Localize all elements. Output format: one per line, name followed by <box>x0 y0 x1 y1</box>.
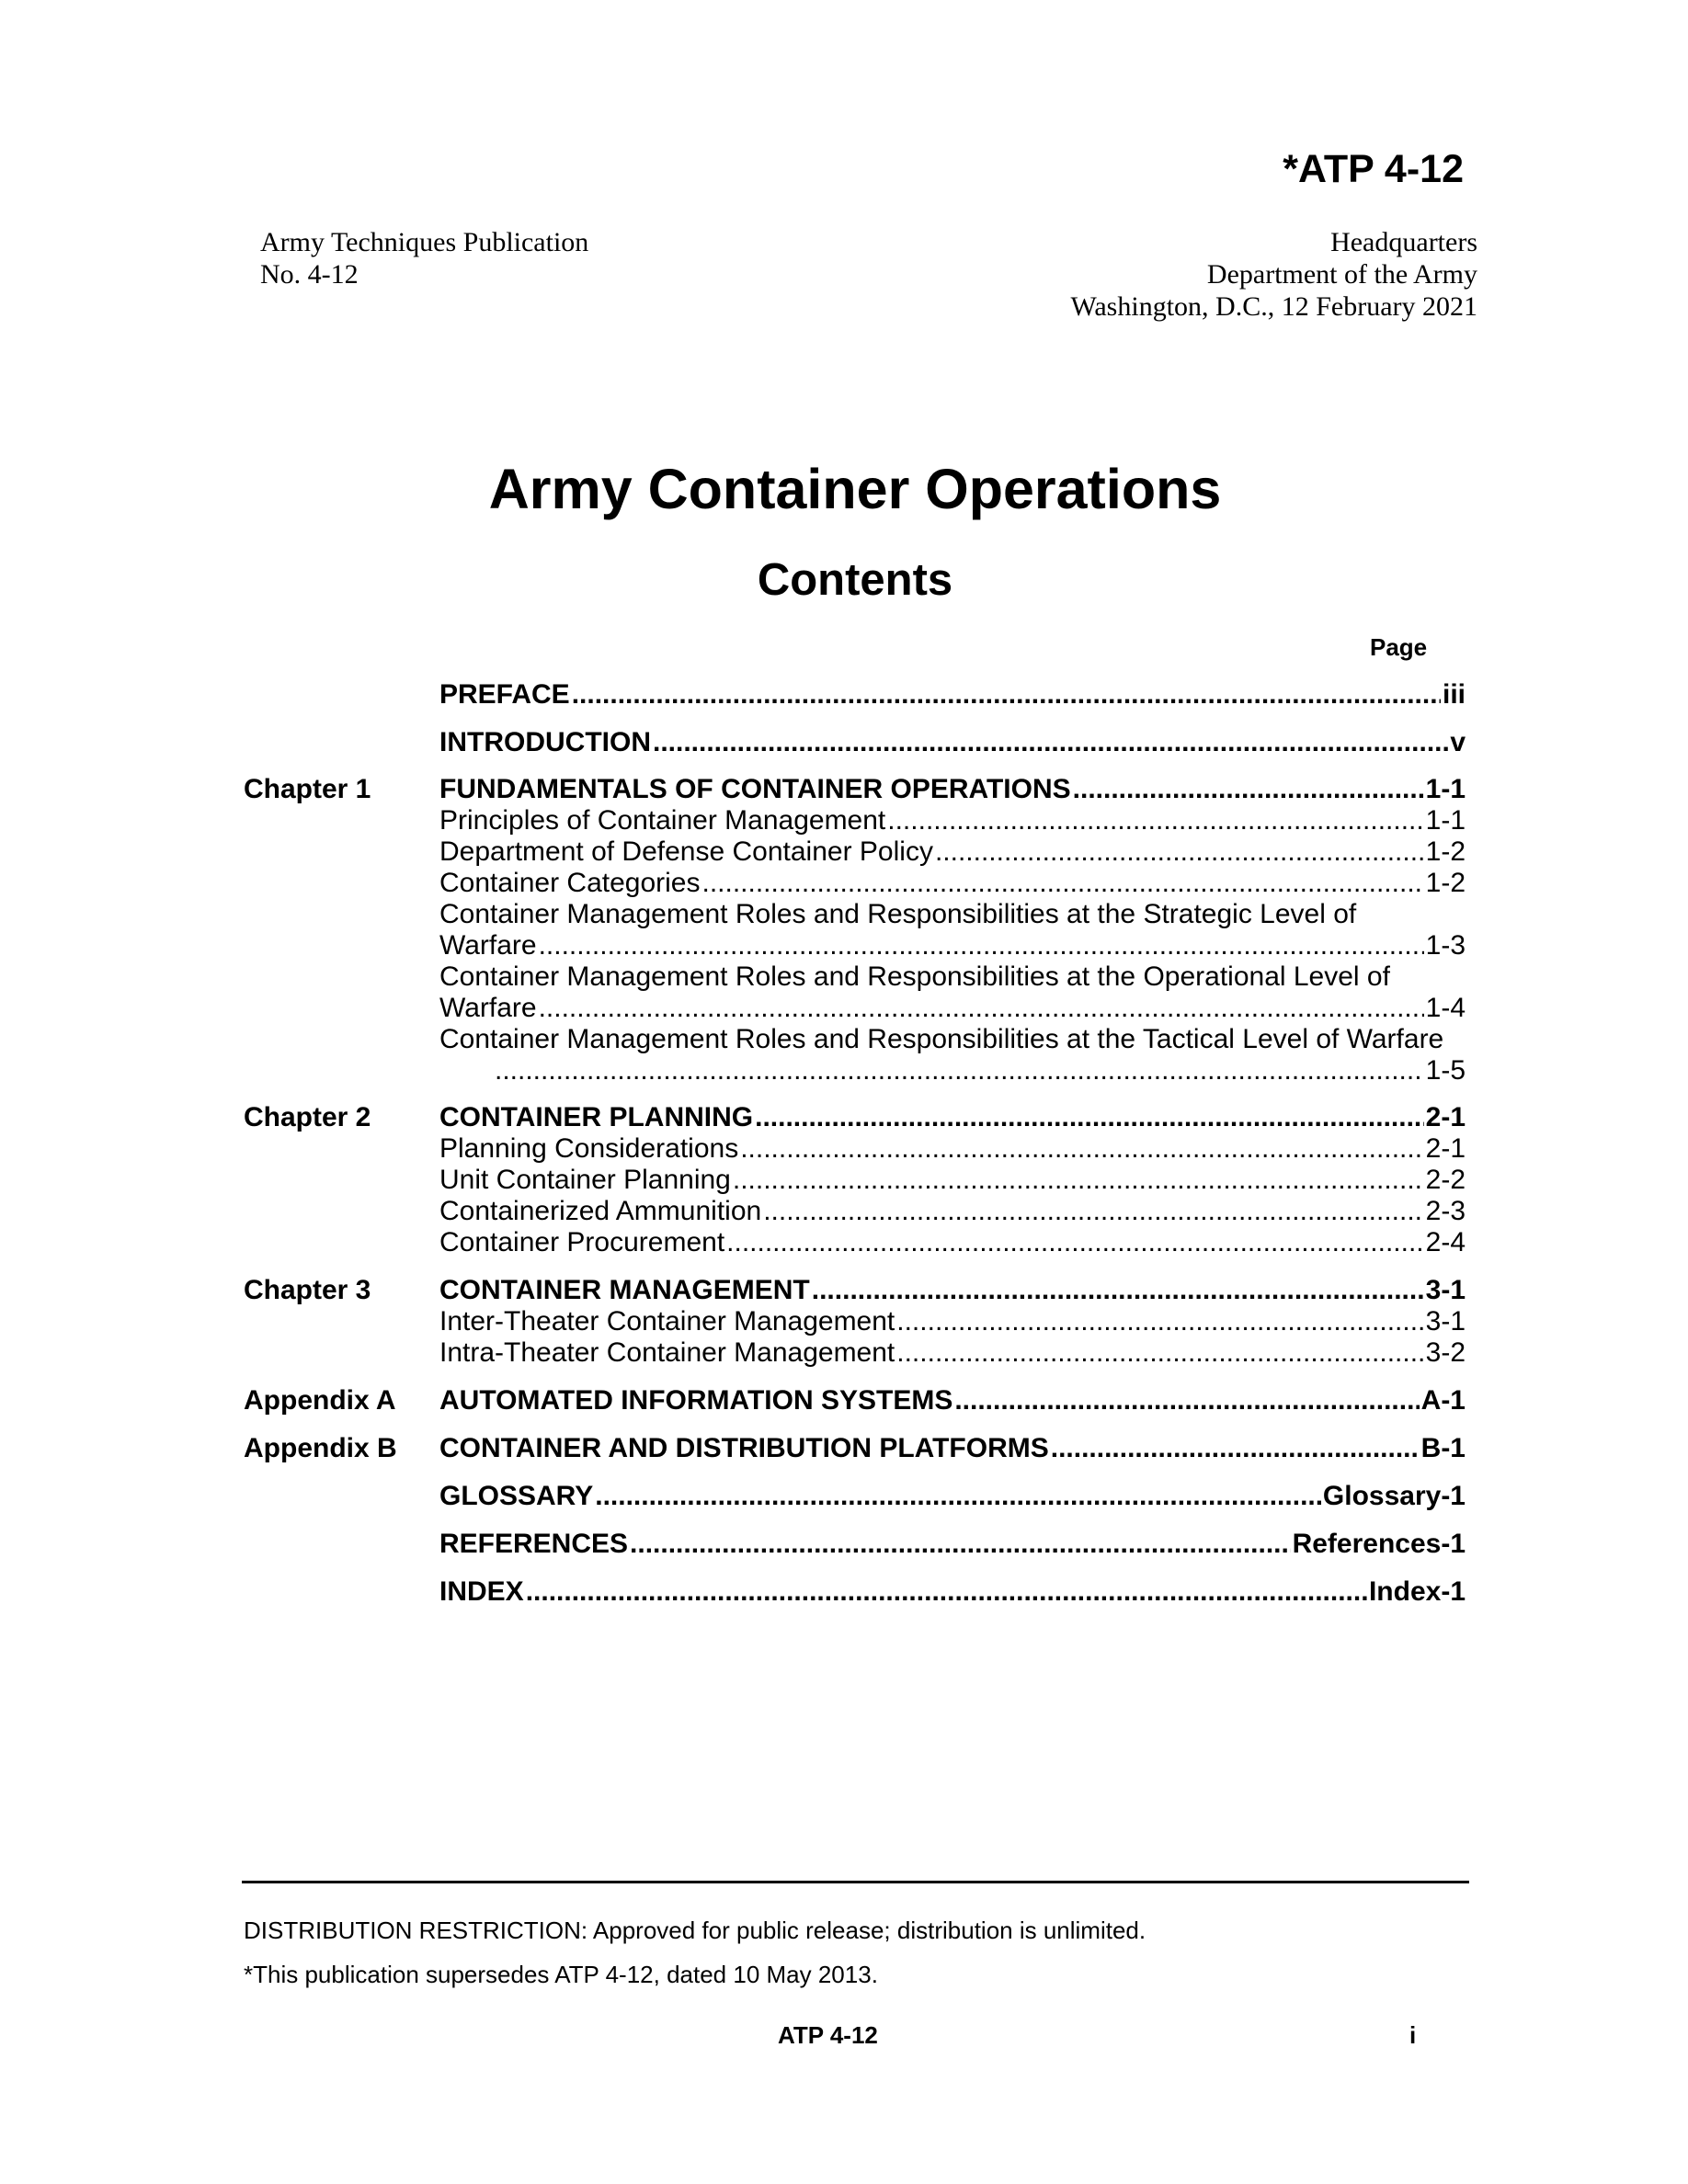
toc-entry-references[interactable] <box>439 1529 1466 1560</box>
toc-entry-section[interactable] <box>439 1165 1466 1196</box>
toc-entry-preface[interactable] <box>439 679 1466 711</box>
dot-leader <box>495 1055 1424 1086</box>
toc-entry-page: 1-4 <box>1425 993 1466 1023</box>
toc-entry-title: AUTOMATED INFORMATION SYSTEMS <box>439 1385 953 1416</box>
dot-leader <box>954 1385 1419 1416</box>
dot-leader <box>812 1275 1424 1306</box>
toc-entry-title: CONTAINER AND DISTRIBUTION PLATFORMS <box>439 1433 1049 1463</box>
dot-leader <box>572 679 1441 711</box>
toc-entry-section-line[interactable]: Container Management Roles and Responsibilities at the Operational Level of <box>439 961 1390 992</box>
toc-entry-section[interactable] <box>439 1133 1466 1165</box>
toc-entry-page: 2-1 <box>1425 1133 1466 1164</box>
dot-leader <box>896 1306 1423 1337</box>
toc-entry-section[interactable] <box>493 1055 1466 1086</box>
toc-entry-title: Warfare <box>439 993 537 1023</box>
toc-entry-section[interactable] <box>439 836 1466 868</box>
toc-entry-section[interactable] <box>439 1306 1466 1337</box>
toc-entry-page: 2-1 <box>1425 1102 1466 1132</box>
chapter-label: Chapter 2 <box>244 1102 371 1132</box>
toc-entry-title: Container Categories <box>439 868 701 898</box>
dot-leader <box>702 868 1424 899</box>
dot-leader <box>726 1227 1423 1258</box>
toc-entry-title: Inter-Theater Container Management <box>439 1306 895 1337</box>
toc-entry-section[interactable] <box>439 993 1466 1024</box>
toc-entry-page: 2-2 <box>1425 1165 1466 1195</box>
toc-entry-page: 1-1 <box>1425 805 1466 836</box>
headquarters-label: Headquarters <box>1330 227 1477 257</box>
page-column-label: Page <box>1370 633 1428 661</box>
toc-entry-introduction[interactable] <box>439 727 1466 758</box>
chapter-label: Chapter 3 <box>244 1275 371 1305</box>
location-date: Washington, D.C., 12 February 2021 <box>1070 291 1477 322</box>
footer-publication: ATP 4-12 <box>778 2021 878 2049</box>
dot-leader <box>755 1102 1424 1133</box>
dot-leader <box>935 836 1424 868</box>
chapter-label: Chapter 1 <box>244 774 371 804</box>
toc-entry-section-line[interactable]: Container Management Roles and Responsibilities at the Tactical Level of Warfare <box>439 1024 1444 1054</box>
toc-entry-page: References-1 <box>1292 1529 1466 1559</box>
appendix-label: Appendix A <box>244 1385 396 1416</box>
toc-entry-title: Unit Container Planning <box>439 1165 731 1195</box>
department-label: Department of the Army <box>1206 259 1477 290</box>
toc-entry-page: Index-1 <box>1368 1576 1466 1607</box>
footer-page-number: i <box>1409 2021 1417 2049</box>
toc-entry-page: Glossary-1 <box>1322 1481 1466 1511</box>
toc-entry-page: 1-3 <box>1425 930 1466 961</box>
toc-entry-section-line[interactable]: Container Management Roles and Responsibilities at the Strategic Level of <box>439 899 1357 929</box>
toc-entry-page: B-1 <box>1420 1433 1466 1463</box>
toc-entry-title: CONTAINER PLANNING <box>439 1102 754 1132</box>
appendix-label: Appendix B <box>244 1433 397 1463</box>
toc-entry-section[interactable] <box>439 805 1466 836</box>
toc-entry-appendix-b[interactable] <box>439 1433 1466 1464</box>
publication-no: No. 4-12 <box>260 259 359 290</box>
dot-leader <box>539 930 1424 961</box>
toc-entry-page: 3-1 <box>1425 1306 1466 1337</box>
dot-leader <box>630 1529 1291 1560</box>
toc-entry-page: 1-1 <box>1425 774 1466 804</box>
toc-entry-title: Containerized Ammunition <box>439 1196 762 1226</box>
dot-leader <box>1051 1433 1420 1464</box>
toc-entry-title: INTRODUCTION <box>439 727 651 757</box>
toc-entry-section[interactable] <box>439 1227 1466 1258</box>
dot-leader <box>887 805 1423 836</box>
supersedes-note: *This publication supersedes ATP 4-12, dated 10 May 2013. <box>244 1961 878 1988</box>
dot-leader <box>763 1196 1423 1227</box>
toc-entry-page: 1-2 <box>1425 868 1466 898</box>
toc-entry-section[interactable] <box>439 930 1466 961</box>
footer-divider <box>242 1881 1469 1883</box>
toc-entry-title: CONTAINER MANAGEMENT <box>439 1275 810 1305</box>
toc-entry-title: Intra-Theater Container Management <box>439 1337 895 1368</box>
toc-entry-title: Warfare <box>439 930 537 961</box>
toc-entry-page: A-1 <box>1420 1385 1466 1416</box>
toc-entry-title: Principles of Container Management <box>439 805 886 836</box>
dot-leader <box>740 1133 1423 1165</box>
distribution-restriction: DISTRIBUTION RESTRICTION: Approved for public release; distribution is unlimited. <box>244 1917 1146 1944</box>
toc-entry-glossary[interactable] <box>439 1481 1466 1512</box>
toc-entry-title: FUNDAMENTALS OF CONTAINER OPERATIONS <box>439 774 1071 804</box>
toc-entry-chapter-2[interactable] <box>439 1102 1466 1133</box>
dot-leader <box>526 1576 1367 1608</box>
toc-entry-page: 1-2 <box>1425 836 1466 867</box>
dot-leader <box>733 1165 1424 1196</box>
publication-type: Army Techniques Publication <box>260 227 589 257</box>
document-title: Army Container Operations <box>488 458 1222 520</box>
dot-leader <box>896 1337 1423 1369</box>
dot-leader <box>595 1481 1321 1512</box>
toc-entry-page: 2-4 <box>1425 1227 1466 1257</box>
publication-number: *ATP 4-12 <box>1283 147 1464 191</box>
toc-entry-page: v <box>1450 727 1466 757</box>
toc-entry-page: iii <box>1442 679 1466 710</box>
contents-heading: Contents <box>757 555 953 605</box>
dot-leader <box>1073 774 1424 805</box>
toc-entry-section[interactable] <box>439 868 1466 899</box>
toc-entry-title: Planning Considerations <box>439 1133 739 1164</box>
toc-entry-title: Container Procurement <box>439 1227 725 1257</box>
dot-leader <box>539 993 1424 1024</box>
toc-entry-title: INDEX <box>439 1576 524 1607</box>
toc-entry-chapter-1[interactable] <box>439 774 1466 805</box>
toc-entry-appendix-a[interactable] <box>439 1385 1466 1416</box>
toc-entry-index[interactable] <box>439 1576 1466 1608</box>
toc-entry-title: Department of Defense Container Policy <box>439 836 933 867</box>
toc-entry-section[interactable] <box>439 1337 1466 1369</box>
toc-entry-chapter-3[interactable] <box>439 1275 1466 1306</box>
toc-entry-title: GLOSSARY <box>439 1481 594 1511</box>
toc-entry-page: 3-1 <box>1425 1275 1466 1305</box>
toc-entry-page: 2-3 <box>1425 1196 1466 1226</box>
toc-entry-title: REFERENCES <box>439 1529 629 1559</box>
toc-entry-title: PREFACE <box>439 679 570 710</box>
dot-leader <box>653 727 1448 758</box>
toc-entry-section[interactable] <box>439 1196 1466 1227</box>
toc-entry-page: 3-2 <box>1425 1337 1466 1368</box>
toc-entry-page: 1-5 <box>1425 1055 1466 1086</box>
